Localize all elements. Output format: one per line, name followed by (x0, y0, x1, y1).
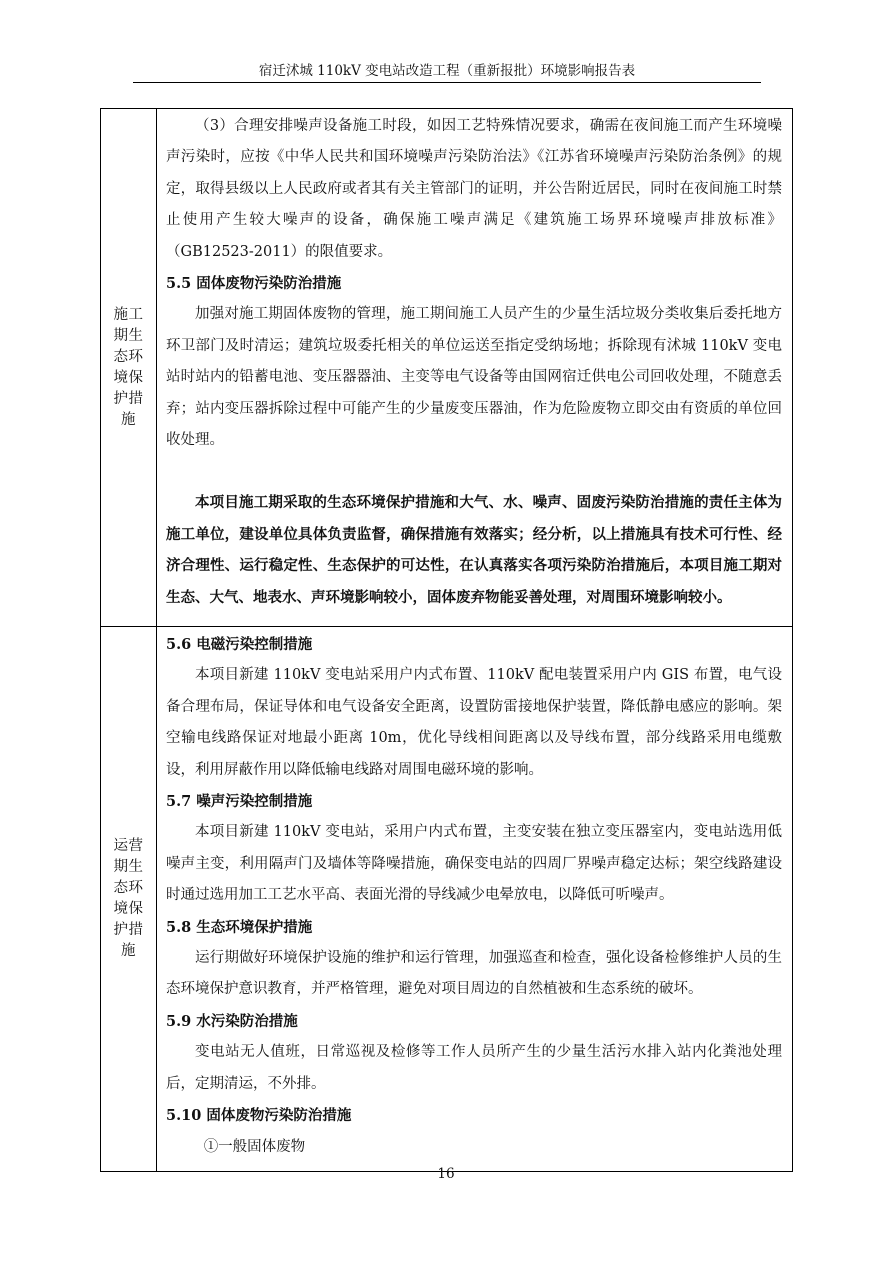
electromagnetic-paragraph: 本项目新建 110kV 变电站采用户内式布置、110kV 配电装置采用户内 GIS 布置，电气设备合理布局，保证导体和电气设备安全距离，设置防雷接地保护装置，降低静电感应的影响。架空输电线路保证对地最小距离 10m，优化导线相间距离以及导线布置，部分线路采用电缆敷设，利用屏蔽作用以降低输电线路对周围电磁环境的影响。 (166, 667, 782, 778)
section-heading-5-9: 5.9 水污染防治措施 (166, 1012, 298, 1030)
header-rule (133, 82, 761, 83)
noise-paragraph: （3）合理安排噪声设备施工时段，如因工艺特殊情况要求，确需在夜间施工而产生环境噪声污染时，应按《中华人民共和国环境噪声污染防治法》《江苏省环境噪声污染防治条例》的规定，取得县级以上人民政府或者其有关主管部门的证明，并公告附近居民，同时在夜间施工时禁止使用产生较大噪声的设备，确保施工噪声满足《建筑施工场界环境噪声排放标准》（GB12523-2011）的限值要求。 (166, 118, 782, 260)
operation-label: 运营期生态环境保护措施 (113, 837, 144, 959)
section-heading-5-7: 5.7 噪声污染控制措施 (166, 793, 313, 811)
water-paragraph: 变电站无人值班，日常巡视及检修等工作人员所产生的少量生活污水排入站内化粪池处理后，定期清运，不外排。 (166, 1044, 782, 1092)
section-heading-5-10: 5.10 固体废物污染防治措施 (166, 1107, 352, 1125)
section-heading-5-6: 5.6 电磁污染控制措施 (166, 636, 313, 653)
page-number: 16 (437, 1166, 455, 1182)
operation-label-cell (101, 627, 157, 1172)
section-heading-5-5: 5.5 固体废物污染防治措施 (166, 275, 342, 293)
solid-waste-paragraph: 加强对施工期固体废物的管理，施工期间施工人员产生的少量生活垃圾分类收集后委托地方环卫部门及时清运；建筑垃圾委托相关的单位运送至指定受纳场地；拆除现有沭城 110kV 变电站时站内的铅蓄电池、变压器器油、主变等电气设备等由国网宿迁供电公司回收处理，不随意丢弃；站内变压器拆除过程中可能产生的少量废变压器油，作为危险废物立即交由有资质的单位回收处理。 (166, 306, 782, 449)
construction-label: 施工期生态环境保护措施 (113, 306, 144, 428)
construction-label-cell (101, 109, 157, 627)
document-header: 宿迁沭城 110kV 变电站改造工程（重新报批）环境影响报告表 (258, 63, 636, 79)
blank-line (166, 456, 782, 487)
ecology-paragraph: 运行期做好环境保护设施的维护和运行管理，加强巡查和检查，强化设备检修维护人员的生态环境保护意识教育，并严格管理，避免对项目周边的自然植被和生态系统的破坏。 (166, 950, 782, 998)
list-item-general-waste: ①一般固体废物 (203, 1138, 306, 1155)
operation-content-cell (157, 627, 793, 1172)
operation-row (101, 627, 793, 1172)
noise-control-paragraph: 本项目新建 110kV 变电站，采用户内式布置，主变安装在独立变压器室内，变电站选用低噪声主变，利用隔声门及墙体等降噪措施，确保变电站的四周厂界噪声稳定达标；架空线路建设时通过选用加工工艺水平高、表面光滑的导线减少电晕放电，以降低可听噪声。 (166, 824, 782, 904)
construction-row (101, 109, 793, 627)
measures-table (100, 108, 793, 1172)
construction-content-cell (157, 109, 793, 627)
section-heading-5-8: 5.8 生态环境保护措施 (166, 918, 313, 936)
summary-paragraph: 本项目施工期采取的生态环境保护措施和大气、水、噪声、固废污染防治措施的责任主体为施工单位，建设单位具体负责监督，确保措施有效落实；经分析，以上措施具有技术可行性、经济合理性、运行稳定性、生态保护的可达性，在认真落实各项污染防治措施后，本项目施工期对生态、大气、地表水、声环境影响较小，固体废弃物能妥善处理，对周围环境影响较小。 (166, 494, 782, 606)
